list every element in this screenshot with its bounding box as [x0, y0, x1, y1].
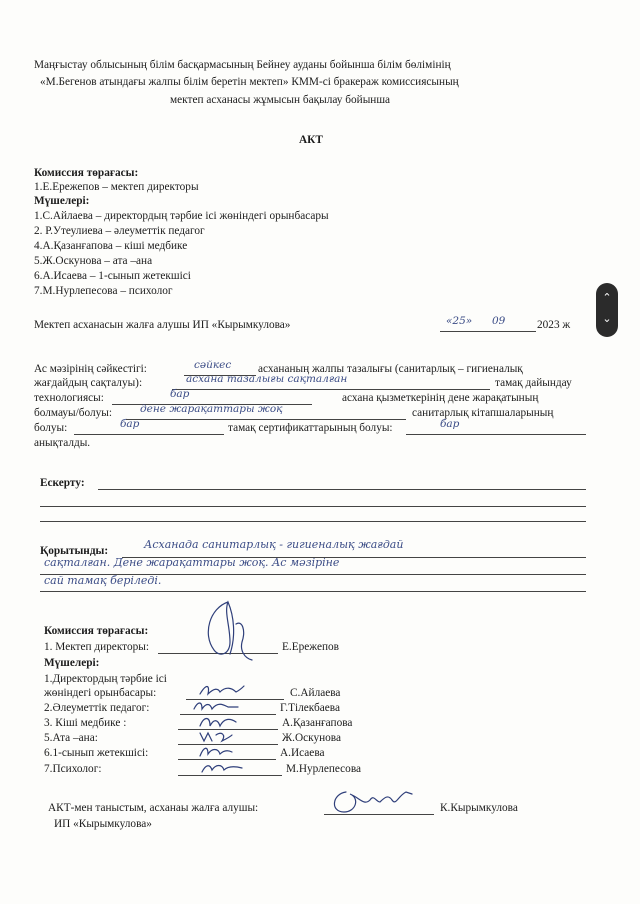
conclusion-line-2: сақталған. Дене жарақаттары жоқ. Ас мәзіріне: [44, 556, 340, 569]
header-line-1: Маңғыстау облысының білім басқармасының Бейнеу ауданы бойынша білім бөлімінің: [34, 59, 451, 71]
injury-label-cont: болмауы/болуы:: [34, 407, 113, 419]
ack-text: АКТ-мен таныстым, асханаы жалға алушы:: [48, 802, 259, 814]
members-heading: Мүшелері:: [34, 195, 90, 207]
technology-label: технологиясы:: [34, 392, 104, 404]
sign-row3-name: А.Қазанғапова: [282, 717, 353, 729]
cooking-label: тамақ дайындау: [495, 377, 572, 389]
injury-label: асхана қызметкерінің дене жарақатының: [342, 392, 539, 404]
sign-row2-role: 2.Әлеуметтік педагог:: [44, 702, 150, 714]
member-item: 1.С.Айлаева – директордың тәрбие ісі жөніндегі орынбасары: [34, 210, 329, 222]
rental-month: 09: [492, 315, 506, 327]
technology-value: бар: [170, 388, 190, 400]
hygiene-value: асхана тазалығы сақталған: [186, 373, 348, 385]
page-scroll-control[interactable]: [596, 283, 618, 337]
note-label: Ескерту:: [40, 477, 85, 489]
sign-row5-name: А.Исаева: [280, 747, 325, 759]
certificates-value: бар: [440, 418, 460, 430]
sign-row4-role: 5.Ата –ана:: [44, 732, 98, 744]
menu-compliance-label: Ас мәзірінің сәйкестігі:: [34, 363, 147, 375]
sign-row1-name: С.Айлаева: [290, 687, 341, 699]
chair-heading: Комиссия төрағасы:: [34, 167, 139, 179]
sign-row2-name: Г.Тілекбаева: [280, 702, 340, 714]
act-title: АКТ: [299, 134, 323, 146]
chevron-down-icon[interactable]: ⌄: [602, 312, 612, 325]
sanitary-books-label-cont: болуы:: [34, 422, 68, 434]
sign-chair-name: Е.Ережепов: [282, 641, 339, 653]
chair-line: 1.Е.Ережепов – мектеп директоры: [34, 181, 199, 193]
chevron-up-icon[interactable]: ⌃: [602, 291, 612, 304]
member-item: 5.Ж.Оскунова – ата –ана: [34, 255, 153, 267]
ack-name: К.Кырымкулова: [440, 802, 518, 814]
hygiene-label-cont: жағдайдың сақталуы):: [34, 377, 143, 389]
sign-chair-role: 1. Мектеп директоры:: [44, 641, 149, 653]
psychologist-signature-icon: [198, 758, 246, 778]
determined-text: анықталды.: [34, 437, 91, 449]
member-item: 4.А.Қазанғапова – кіші медбике: [34, 240, 188, 252]
sign-row1-role-b: жөніндегі орынбасары:: [44, 687, 157, 699]
rental-day: «25»: [446, 315, 473, 327]
sanitary-books-label: санитарлық кітапшаларының: [412, 407, 554, 419]
sign-row1-role-a: 1.Директордың тәрбие ісі: [44, 673, 167, 685]
sign-row6-role: 7.Психолог:: [44, 763, 102, 775]
hygiene-label: асхананың жалпы тазалығы (санитарлық – гигиеналық: [258, 363, 523, 375]
injury-value: дене жарақаттары жоқ: [140, 403, 283, 415]
sign-chair-heading: Комиссия төрағасы:: [44, 625, 149, 637]
member-item: 7.М.Нурлепесова – психолог: [34, 285, 173, 297]
sign-row4-name: Ж.Оскунова: [282, 732, 341, 744]
certificates-label: тамақ сертификаттарының болуы:: [228, 422, 393, 434]
conclusion-line-1: Асханада санитарлық - гигиеналық жағдай: [144, 538, 404, 551]
sanitary-books-value: бар: [120, 418, 140, 430]
rental-text: Мектеп асханасын жалға алушы ИП «Кырымкулова»: [34, 319, 291, 331]
rental-year: 2023 ж: [537, 319, 571, 331]
ack-org: ИП «Кырымкулова»: [54, 818, 152, 830]
sign-members-heading: Мүшелері:: [44, 657, 100, 669]
sign-row3-role: 3. Кіші медбике :: [44, 717, 127, 729]
member-item: 2. Р.Утеулиева – әлеуметтік педагог: [34, 225, 205, 237]
header-line-2: «М.Бегенов атындағы жалпы білім беретін мектеп» КММ-сі бракераж комиссиясының: [40, 76, 459, 88]
tenant-signature-icon: [326, 784, 416, 818]
sign-row5-role: 6.1-сынып жетекшісі:: [44, 747, 149, 759]
header-line-3: мектеп асханасы жұмысын бақылау бойынша: [170, 94, 391, 106]
director-signature-icon: [190, 594, 270, 666]
conclusion-line-3: сай тамақ беріледі.: [44, 574, 162, 587]
menu-compliance-value: сәйкес: [194, 359, 232, 371]
sign-row6-name: М.Нурлепесова: [286, 763, 362, 775]
conclusion-label: Қорытынды:: [40, 545, 109, 557]
member-item: 6.А.Исаева – 1-сынып жетекшісі: [34, 270, 191, 282]
